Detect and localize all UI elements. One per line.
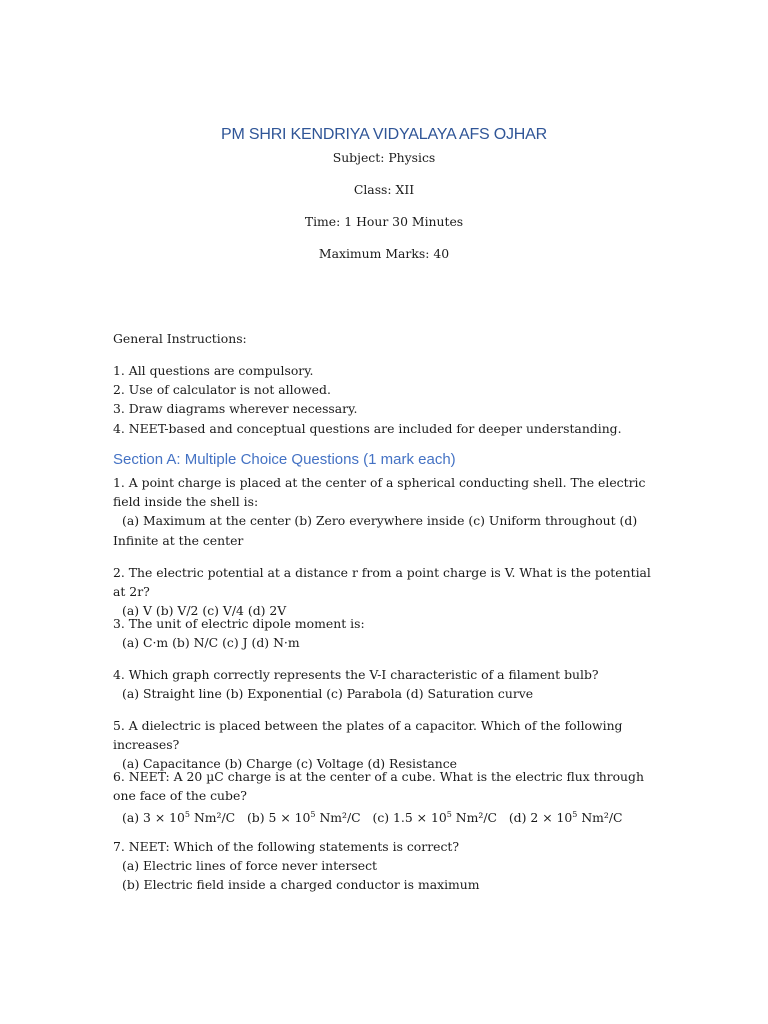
option-d: (d) 2 × 10 xyxy=(508,810,573,826)
exponent: 5 xyxy=(184,810,190,820)
school-name: PM SHRI KENDRIYA VIDYALAYA AFS OJHAR xyxy=(221,126,547,143)
marks-line: Maximum Marks: 40 xyxy=(318,246,450,261)
exponent: 5 xyxy=(446,810,452,820)
question-option: (a) Electric lines of force never intersect xyxy=(122,858,378,874)
class-line: Class: XII xyxy=(353,182,415,197)
instruction-item: 2. Use of calculator is not allowed. xyxy=(113,382,331,398)
instruction-item: 1. All questions are compulsory. xyxy=(113,363,314,378)
question-text: 1. A point charge is placed at the center of a spherical conducting shell. The electric field inside the shell is: xyxy=(113,475,646,510)
question-text: 3. The unit of electric dipole moment is: xyxy=(113,616,365,631)
question-text: 6. NEET: A 20 µC charge is at the center of a cube. What is the electric flux through one face of the cube? xyxy=(113,769,644,804)
subject-line: Subject: Physics xyxy=(332,150,436,165)
option-c: (c) 1.5 × 10 xyxy=(372,810,447,826)
question-7 xyxy=(113,837,658,895)
question-text: 4. Which graph correctly represents the V-I characteristic of a filament bulb? xyxy=(113,667,599,682)
question-4 xyxy=(113,665,658,703)
section-a-heading: Section A: Multiple Choice Questions (1 mark each) xyxy=(113,451,456,468)
question-option: (b) Electric field inside a charged conductor is maximum xyxy=(122,877,480,893)
question-2 xyxy=(113,563,658,621)
instruction-item: 4. NEET-based and conceptual questions are included for deeper understanding. xyxy=(113,420,622,436)
time-line: Time: 1 Hour 30 Minutes xyxy=(304,214,464,229)
question-3 xyxy=(113,614,658,652)
question-options: (a) Capacitance (b) Charge (c) Voltage (d) Resistance xyxy=(122,756,458,772)
question-options: (a) Maximum at the center (b) Zero everywhere inside (c) Uniform throughout (d) Infinite at the center xyxy=(113,513,638,548)
option-a: (a) 3 × 10 xyxy=(122,810,185,826)
question-6 xyxy=(113,767,658,828)
question-5 xyxy=(113,716,658,774)
unit: Nm²/C xyxy=(315,810,373,826)
question-options: (a) V (b) V/2 (c) V/4 (d) 2V xyxy=(122,603,287,619)
question-options xyxy=(113,805,658,827)
instruction-item: 3. Draw diagrams wherever necessary. xyxy=(113,401,358,417)
question-1 xyxy=(113,473,658,550)
question-text: 2. The electric potential at a distance r from a point charge is V. What is the potential at 2r? xyxy=(113,565,651,600)
exponent: 5 xyxy=(572,810,578,820)
question-text: 5. A dielectric is placed between the plates of a capacitor. Which of the following increases? xyxy=(113,718,623,753)
question-options: (a) Straight line (b) Exponential (c) Parabola (d) Saturation curve xyxy=(122,686,534,702)
exponent: 5 xyxy=(310,810,316,820)
unit: Nm²/C xyxy=(451,810,509,826)
instructions-list xyxy=(113,361,658,438)
question-options: (a) C·m (b) N/C (c) J (d) N·m xyxy=(122,635,300,651)
unit: Nm²/C xyxy=(577,810,635,826)
question-text: 7. NEET: Which of the following statements is correct? xyxy=(113,839,460,854)
unit: Nm²/C xyxy=(190,810,247,826)
option-b: (b) 5 × 10 xyxy=(246,810,311,826)
instructions-title: General Instructions: xyxy=(113,331,247,346)
